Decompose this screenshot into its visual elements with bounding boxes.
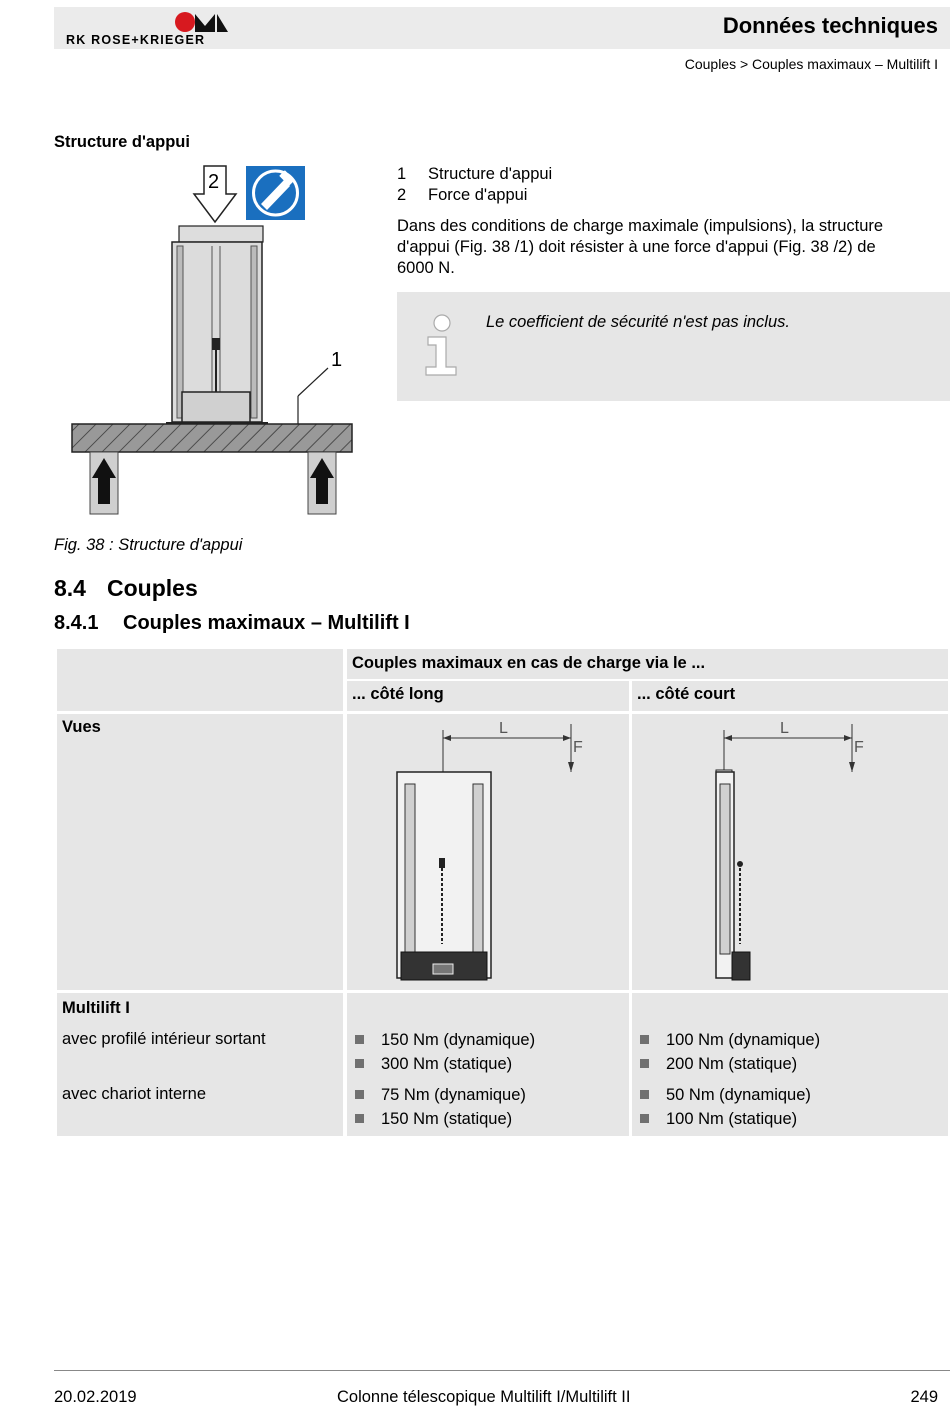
- protective-gear-sign-icon: [246, 166, 305, 220]
- support-structure-figure: [54, 160, 374, 522]
- subsection-heading-couples-max: 8.4.1 Couples maximaux – Multilift I: [54, 612, 410, 634]
- table-group-header: Couples maximaux en cas de charge via le ...: [347, 649, 948, 679]
- svg-text:L: L: [780, 720, 789, 737]
- row-label-views: Vues: [57, 714, 343, 990]
- list-item: 150 Nm (statique): [355, 1107, 526, 1131]
- list-item: 75 Nm (dynamique): [355, 1083, 526, 1107]
- svg-text:F: F: [854, 739, 864, 756]
- list-item: 150 Nm (dynamique): [355, 1028, 535, 1052]
- callout-2: 2: [208, 171, 220, 193]
- bullet-list: [355, 1028, 535, 1076]
- callout-1: 1: [331, 349, 343, 371]
- row-labels-cell: [57, 993, 343, 1136]
- col-header-short: ... côté court: [632, 681, 948, 711]
- column-short-side-drawing: [632, 714, 948, 990]
- col-header-long: ... côté long: [347, 681, 629, 711]
- row-group-label: Multilift I: [62, 999, 130, 1017]
- table-header-empty: [57, 649, 343, 711]
- breadcrumb: Couples > Couples maximaux – Multilift I: [684, 56, 938, 72]
- note-text: Le coefficient de sécurité n'est pas inclus.: [486, 313, 790, 331]
- bullet-list: [640, 1083, 811, 1131]
- svg-text:F: F: [573, 739, 583, 756]
- brand-name: RK ROSE+KRIEGER: [66, 33, 206, 47]
- row-label: avec chariot interne: [62, 1085, 206, 1103]
- legend-item: 2 Force d'appui: [397, 186, 528, 204]
- list-item: 100 Nm (dynamique): [640, 1028, 820, 1052]
- list-item: 300 Nm (statique): [355, 1052, 535, 1076]
- column-long-side-drawing: [347, 714, 629, 990]
- footer-title: Colonne télescopique Multilift I/Multilift II: [337, 1388, 631, 1406]
- page-number: 249: [910, 1388, 938, 1406]
- svg-text:L: L: [499, 720, 508, 737]
- row-label: avec profilé intérieur sortant: [62, 1030, 266, 1048]
- values-short-cell: [632, 993, 948, 1136]
- note-box: [397, 292, 950, 401]
- figure-caption: Fig. 38 : Structure d'appui: [54, 536, 243, 554]
- legend-item: 1 Structure d'appui: [397, 165, 553, 183]
- support-description: Dans des conditions de charge maximale (impulsions), la structure d'appui (Fig. 38 /1) doit résister à une force d'appui (Fig. 38 /2) de 6000 N.: [397, 217, 884, 277]
- footer-divider: [54, 1370, 950, 1371]
- figure-legend: [397, 164, 552, 206]
- document-title: Données techniques: [722, 13, 938, 38]
- view-short-side-cell: [632, 714, 948, 990]
- section-heading-support: Structure d'appui: [54, 133, 190, 151]
- bullet-list: [355, 1083, 526, 1131]
- values-long-cell: [347, 993, 629, 1136]
- list-item: 100 Nm (statique): [640, 1107, 811, 1131]
- view-long-side-cell: [347, 714, 629, 990]
- list-item: 50 Nm (dynamique): [640, 1083, 811, 1107]
- footer-date: 20.02.2019: [54, 1388, 137, 1406]
- bullet-list: [640, 1028, 820, 1076]
- section-heading-couples: 8.4 Couples: [54, 575, 198, 601]
- list-item: 200 Nm (statique): [640, 1052, 820, 1076]
- info-icon: [424, 313, 460, 377]
